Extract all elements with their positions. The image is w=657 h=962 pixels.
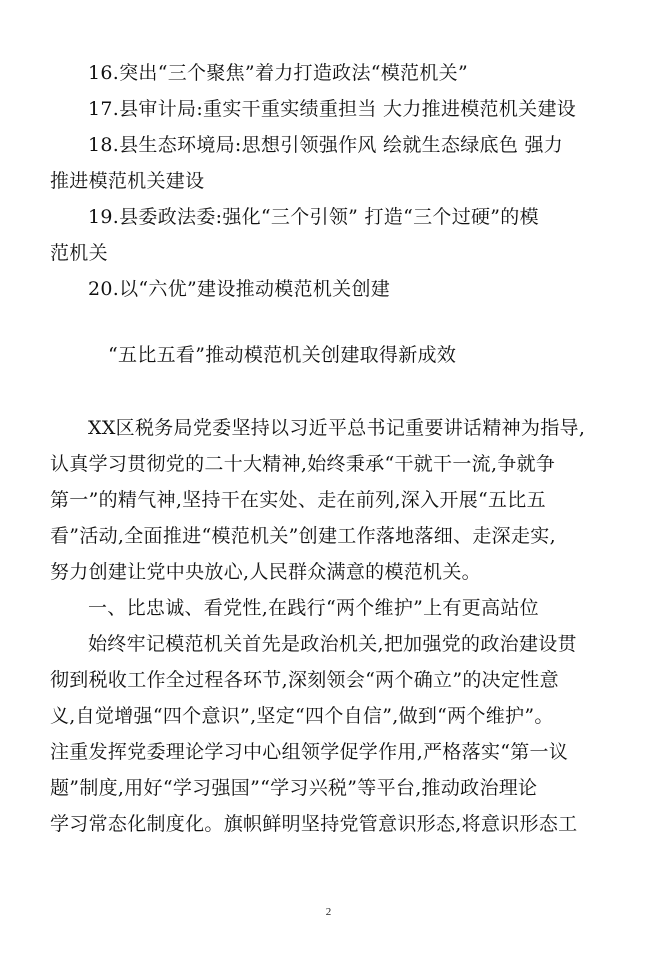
intro-line-2: 认真学习贯彻党的二十大精神,始终秉承“干就干一流,争就争 (50, 453, 556, 475)
section-1-line-3: 义,自觉增强“四个意识”,坚定“四个自信”,做到“两个维护”。 (50, 705, 554, 727)
section-1-line-4: 注重发挥党委理论学习中心组领学促学作用,严格落实“第一议 (50, 741, 569, 763)
section-1-line-1: 始终牢记模范机关首先是政治机关,把加强党的政治建设贯 (88, 633, 577, 655)
list-item-16: 16.突出“三个聚焦”着力打造政法“模范机关” (88, 62, 468, 84)
intro-line-4: 看”活动,全面推进“模范机关”创建工作落地落细、走深走实, (50, 525, 556, 547)
list-item-19-line1: 19.县委政法委:强化“三个引领” 打造“三个过硬”的模 (88, 206, 539, 228)
intro-line-5: 努力创建让党中央放心,人民群众满意的模范机关。 (50, 561, 481, 583)
list-item-20: 20.以“六优”建设推动模范机关创建 (88, 278, 391, 300)
list-item-17: 17.县审计局:重实干重实绩重担当 大力推进模范机关建设 (88, 98, 577, 120)
list-item-18-line2: 推进模范机关建设 (50, 170, 205, 192)
section-1-line-6: 学习常态化制度化。旗帜鲜明坚持党管意识形态,将意识形态工 (50, 813, 578, 835)
section-1-heading: 一、比忠诚、看党性,在践行“两个维护”上有更高站位 (88, 597, 539, 619)
article-title: “五比五看”推动模范机关创建取得新成效 (108, 344, 457, 366)
list-item-19-line2: 范机关 (50, 242, 108, 264)
section-1-line-2: 彻到税收工作全过程各环节,深刻领会“两个确立”的决定性意 (50, 669, 559, 691)
list-item-18-line1: 18.县生态环境局:思想引领强作风 绘就生态绿底色 强力 (88, 134, 564, 156)
intro-line-1: XX区税务局党委坚持以习近平总书记重要讲话精神为指导, (88, 417, 586, 439)
page-number: 2 (325, 906, 332, 918)
section-1-line-5: 题”制度,用好“学习强国”“学习兴税”等平台,推动政治理论 (50, 777, 538, 799)
intro-line-3: 第一”的精气神,坚持干在实处、走在前列,深入开展“五比五 (50, 489, 546, 511)
